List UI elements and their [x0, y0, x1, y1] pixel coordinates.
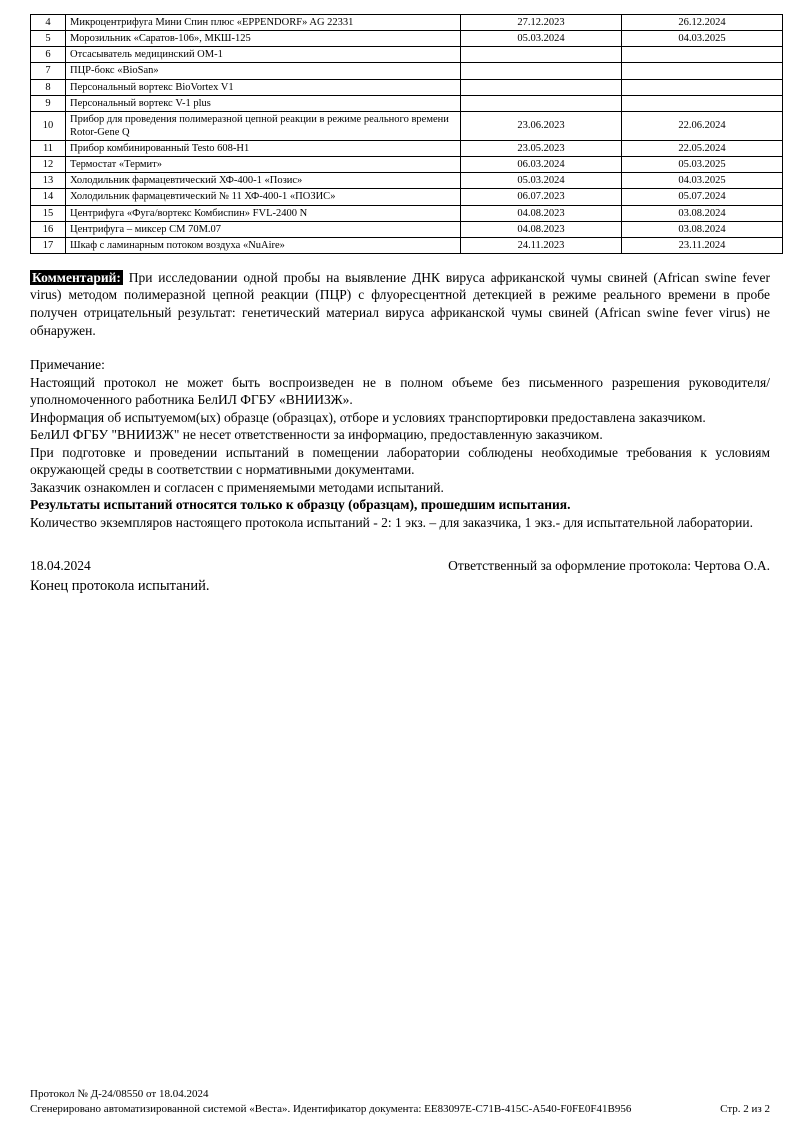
- cell-num: 14: [31, 189, 66, 205]
- cell-name: Микроцентрифуга Мини Спин плюс «EPPENDORF» AG 22331: [66, 15, 461, 31]
- cell-name: Центрифуга – миксер СМ 70М.07: [66, 221, 461, 237]
- cell-date1: [461, 79, 622, 95]
- cell-date1: [461, 47, 622, 63]
- table-row: [31, 79, 783, 95]
- cell-num: 17: [31, 237, 66, 253]
- signature-date: 18.04.2024: [30, 557, 91, 573]
- cell-date2: [622, 95, 783, 111]
- cell-name: Прибор комбинированный Testo 608-H1: [66, 141, 461, 157]
- table-row: [31, 63, 783, 79]
- page-number: Стр. 2 из 2: [720, 1102, 770, 1115]
- cell-date2: [622, 63, 783, 79]
- cell-name: Центрифуга «Фуга/вортекс Комбиспин» FVL-2400 N: [66, 205, 461, 221]
- cell-name: ПЦР-бокс «BioSan»: [66, 63, 461, 79]
- cell-name: Персональный вортекс V-1 plus: [66, 95, 461, 111]
- cell-date2: 22.05.2024: [622, 141, 783, 157]
- footer-protocol-number: Протокол № Д-24/08550 от 18.04.2024: [30, 1088, 209, 1101]
- cell-name: Термостат «Термит»: [66, 157, 461, 173]
- cell-name: Персональный вортекс BioVortex V1: [66, 79, 461, 95]
- table-row: [31, 189, 783, 205]
- comment-paragraph: [30, 269, 770, 339]
- cell-date2: 26.12.2024: [622, 15, 783, 31]
- cell-num: 9: [31, 95, 66, 111]
- cell-date2: 03.08.2024: [622, 221, 783, 237]
- cell-name: Морозильник «Саратов-106», МКШ-125: [66, 31, 461, 47]
- cell-name: Прибор для проведения полимеразной цепной реакции в режиме реального времени Rotor-Gene Q: [66, 111, 461, 140]
- cell-date2: 05.03.2025: [622, 157, 783, 173]
- comment-text: При исследовании одной пробы на выявление ДНК вируса африканской чумы свиней (African swine fever virus) методом полимеразной цепной реакции (ПЦР) с флуоресцентной детекцией в режиме реального времени в пробе получен отрицательный результат: генетический материал вируса африканской чумы свиней (African swine fever virus) не обнаружен.: [30, 269, 770, 338]
- cell-name: Отсасыватель медицинский ОМ-1: [66, 47, 461, 63]
- table-row: [31, 111, 783, 140]
- comment-label: Комментарий:: [32, 269, 121, 285]
- note-line: Количество экземпляров настоящего протокола испытаний - 2: 1 экз. – для заказчика, 1 экз.- для испытательной лаборатории.: [30, 514, 753, 530]
- table-row: [31, 31, 783, 47]
- note-title: Примечание:: [30, 357, 105, 373]
- cell-date2: [622, 47, 783, 63]
- equipment-table: [30, 14, 783, 254]
- cell-date1: 05.03.2024: [461, 31, 622, 47]
- cell-date2: 05.07.2024: [622, 189, 783, 205]
- cell-date1: 23.05.2023: [461, 141, 622, 157]
- cell-date2: [622, 79, 783, 95]
- cell-date2: 04.03.2025: [622, 31, 783, 47]
- note-line: БелИЛ ФГБУ "ВНИИЗЖ" не несет ответственности за информацию, предоставленную заказчиком.: [30, 427, 603, 443]
- note-lines: [30, 374, 770, 532]
- note-line: Настоящий протокол не может быть воспроизведен не в полном объеме без письменного разрешения руководителя/уполномоченного работника БелИЛ ФГБУ «ВНИИЗЖ».: [30, 374, 770, 408]
- cell-date2: 23.11.2024: [622, 237, 783, 253]
- cell-date2: 04.03.2025: [622, 173, 783, 189]
- cell-date1: 04.08.2023: [461, 205, 622, 221]
- table-row: [31, 95, 783, 111]
- cell-date2: 22.06.2024: [622, 111, 783, 140]
- footer-generated-line: Сгенерировано автоматизированной системой «Веста». Идентификатор документа: EE83097E-C71B-415C-A540-F0FE0F41B956: [30, 1102, 632, 1115]
- note-line: Результаты испытаний относятся только к образцу (образцам), прошедшим испытания.: [30, 497, 571, 513]
- cell-num: 4: [31, 15, 66, 31]
- table-row: [31, 221, 783, 237]
- cell-name: Шкаф с ламинарным потоком воздуха «NuAire»: [66, 237, 461, 253]
- signature-row: [30, 558, 770, 574]
- note-line: При подготовке и проведении испытаний в помещении лаборатории соблюдены необходимые требования к условиям окружающей среды в соответствии с нормативными документами.: [30, 444, 770, 478]
- cell-date1: 06.03.2024: [461, 157, 622, 173]
- cell-num: 13: [31, 173, 66, 189]
- table-row: [31, 157, 783, 173]
- cell-num: 8: [31, 79, 66, 95]
- table-row: [31, 47, 783, 63]
- cell-date1: 06.07.2023: [461, 189, 622, 205]
- note-line: Информация об испытуемом(ых) образце (образцах), отборе и условиях транспортировки предоставлена заказчиком.: [30, 409, 706, 425]
- page-footer: [30, 1087, 770, 1116]
- note-section: [30, 356, 770, 531]
- table-row: [31, 205, 783, 221]
- end-of-protocol: Конец протокола испытаний.: [30, 577, 210, 594]
- table-row: [31, 141, 783, 157]
- cell-num: 7: [31, 63, 66, 79]
- cell-num: 10: [31, 111, 66, 140]
- table-row: [31, 237, 783, 253]
- cell-date1: 27.12.2023: [461, 15, 622, 31]
- cell-num: 5: [31, 31, 66, 47]
- cell-date1: 24.11.2023: [461, 237, 622, 253]
- equipment-table-body: [31, 15, 783, 254]
- cell-date1: 05.03.2024: [461, 173, 622, 189]
- table-row: [31, 173, 783, 189]
- cell-date1: [461, 63, 622, 79]
- cell-date1: 23.06.2023: [461, 111, 622, 140]
- cell-num: 16: [31, 221, 66, 237]
- cell-name: Холодильник фармацевтический ХФ-400-1 «Позис»: [66, 173, 461, 189]
- cell-num: 11: [31, 141, 66, 157]
- cell-num: 15: [31, 205, 66, 221]
- note-line: Заказчик ознакомлен и согласен с применяемыми методами испытаний.: [30, 479, 444, 495]
- cell-name: Холодильник фармацевтический № 11 ХФ-400-1 «ПОЗИС»: [66, 189, 461, 205]
- signature-responsible: Ответственный за оформление протокола: Чертова О.А.: [448, 557, 770, 573]
- cell-num: 12: [31, 157, 66, 173]
- cell-date1: 04.08.2023: [461, 221, 622, 237]
- cell-date2: 03.08.2024: [622, 205, 783, 221]
- table-row: [31, 15, 783, 31]
- cell-date1: [461, 95, 622, 111]
- cell-num: 6: [31, 47, 66, 63]
